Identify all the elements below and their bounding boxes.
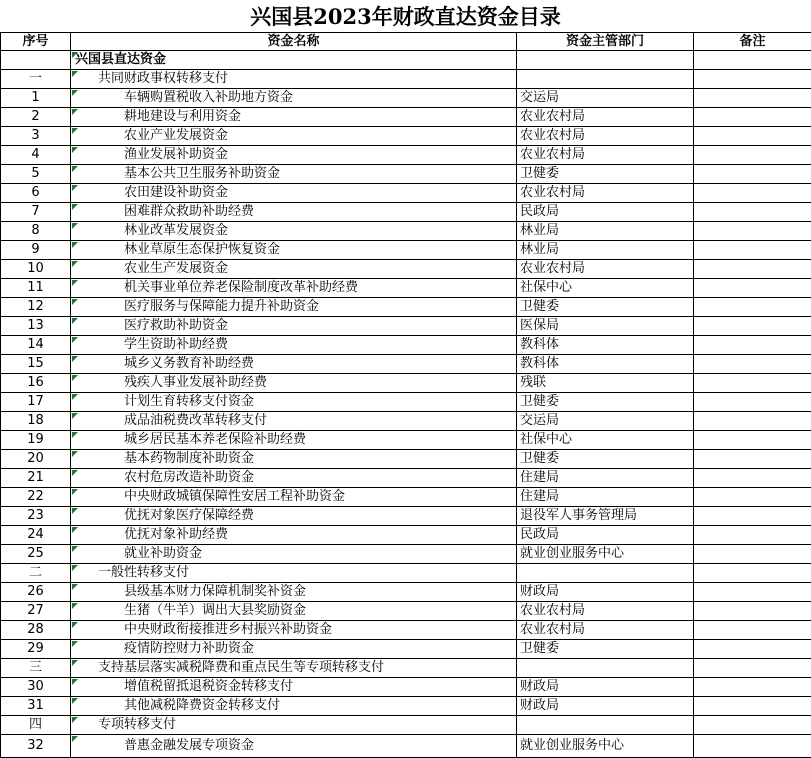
table-row <box>1 431 811 450</box>
cell-note[interactable] <box>694 298 811 317</box>
table-row <box>1 279 811 298</box>
cell-seq[interactable]: 19 <box>1 431 71 450</box>
cell-note[interactable] <box>694 488 811 507</box>
fund-name-text: 计划生育转移支付资金 <box>71 394 254 409</box>
table-row <box>1 260 811 279</box>
cell-dept[interactable] <box>517 564 694 583</box>
cell-dept[interactable]: 农业农村局 <box>517 602 694 621</box>
table-row <box>1 146 811 165</box>
fund-name-text: 城乡居民基本养老保险补助经费 <box>71 432 306 447</box>
cell-seq[interactable]: 13 <box>1 317 71 336</box>
cell-note[interactable] <box>694 317 811 336</box>
cell-dept[interactable]: 财政局 <box>517 583 694 602</box>
fund-name-text: 学生资助补助经费 <box>71 337 228 352</box>
fund-name-text: 城乡义务教育补助经费 <box>71 356 254 371</box>
cell-comment-marker-icon <box>72 451 78 457</box>
cell-dept[interactable]: 卫健委 <box>517 450 694 469</box>
cell-dept[interactable]: 农业农村局 <box>517 260 694 279</box>
cell-dept[interactable] <box>517 70 694 89</box>
cell-name[interactable] <box>71 450 517 469</box>
table-row <box>1 184 811 203</box>
cell-seq[interactable]: 25 <box>1 545 71 564</box>
cell-seq[interactable]: 一 <box>1 70 71 89</box>
cell-name[interactable] <box>71 583 517 602</box>
cell-dept[interactable]: 就业创业服务中心 <box>517 545 694 564</box>
table-row <box>1 450 811 469</box>
cell-name[interactable] <box>71 697 517 716</box>
cell-name[interactable] <box>71 241 517 260</box>
cell-seq[interactable]: 3 <box>1 127 71 146</box>
cell-comment-marker-icon <box>72 698 78 704</box>
fund-name-text: 医疗救助补助资金 <box>71 318 228 333</box>
cell-seq[interactable]: 7 <box>1 203 71 222</box>
fund-name-text: 兴国县直达资金 <box>71 52 166 67</box>
table-row <box>1 564 811 583</box>
table-row <box>1 355 811 374</box>
fund-name-text: 医疗服务与保障能力提升补助资金 <box>71 299 319 314</box>
cell-dept[interactable]: 住建局 <box>517 469 694 488</box>
cell-note[interactable] <box>694 450 811 469</box>
cell-name[interactable] <box>71 165 517 184</box>
cell-dept[interactable] <box>517 51 694 70</box>
table-row <box>1 545 811 564</box>
cell-seq[interactable]: 32 <box>1 735 71 758</box>
cell-comment-marker-icon <box>72 71 78 77</box>
cell-comment-marker-icon <box>72 717 78 723</box>
table-row <box>1 735 811 758</box>
cell-seq[interactable]: 26 <box>1 583 71 602</box>
fund-name-text: 普惠金融发展专项资金 <box>71 738 254 753</box>
fund-name-text: 其他减税降费资金转移支付 <box>71 698 280 713</box>
cell-name[interactable] <box>71 108 517 127</box>
cell-seq[interactable]: 三 <box>1 659 71 678</box>
table-row <box>1 222 811 241</box>
cell-note[interactable] <box>694 621 811 640</box>
cell-note[interactable] <box>694 70 811 89</box>
cell-note[interactable] <box>694 222 811 241</box>
cell-note[interactable] <box>694 260 811 279</box>
cell-seq[interactable]: 27 <box>1 602 71 621</box>
cell-note[interactable] <box>694 108 811 127</box>
cell-dept[interactable]: 卫健委 <box>517 165 694 184</box>
cell-comment-marker-icon <box>72 375 78 381</box>
cell-name[interactable] <box>71 488 517 507</box>
fund-name-text: 基本公共卫生服务补助资金 <box>71 166 280 181</box>
cell-seq[interactable]: 9 <box>1 241 71 260</box>
cell-note[interactable] <box>694 127 811 146</box>
cell-dept[interactable]: 交运局 <box>517 412 694 431</box>
cell-comment-marker-icon <box>72 90 78 96</box>
cell-comment-marker-icon <box>72 565 78 571</box>
cell-seq[interactable]: 二 <box>1 564 71 583</box>
cell-seq[interactable]: 20 <box>1 450 71 469</box>
cell-comment-marker-icon <box>72 356 78 362</box>
cell-comment-marker-icon <box>72 546 78 552</box>
cell-name[interactable] <box>71 564 517 583</box>
cell-dept[interactable]: 医保局 <box>517 317 694 336</box>
fund-name-text: 车辆购置税收入补助地方资金 <box>71 90 293 105</box>
cell-comment-marker-icon <box>72 603 78 609</box>
cell-dept[interactable]: 财政局 <box>517 697 694 716</box>
cell-name[interactable] <box>71 203 517 222</box>
cell-seq[interactable]: 6 <box>1 184 71 203</box>
cell-seq[interactable]: 21 <box>1 469 71 488</box>
table-row <box>1 621 811 640</box>
cell-dept[interactable]: 社保中心 <box>517 279 694 298</box>
fund-name-text: 农村危房改造补助资金 <box>71 470 254 485</box>
table-row <box>1 393 811 412</box>
table-row <box>1 374 811 393</box>
table-row <box>1 469 811 488</box>
cell-comment-marker-icon <box>72 204 78 210</box>
cell-note[interactable] <box>694 374 811 393</box>
fund-name-text: 疫情防控财力补助资金 <box>71 641 254 656</box>
cell-comment-marker-icon <box>72 394 78 400</box>
table-row <box>1 108 811 127</box>
cell-comment-marker-icon <box>72 622 78 628</box>
header-note[interactable]: 备注 <box>694 33 811 51</box>
fund-name-text: 县级基本财力保障机制奖补资金 <box>71 584 306 599</box>
cell-note[interactable] <box>694 241 811 260</box>
cell-seq[interactable]: 5 <box>1 165 71 184</box>
table-row <box>1 602 811 621</box>
cell-seq[interactable]: 1 <box>1 89 71 108</box>
cell-comment-marker-icon <box>72 223 78 229</box>
cell-name[interactable] <box>71 469 517 488</box>
cell-dept[interactable]: 林业局 <box>517 241 694 260</box>
fund-name-text: 一般性转移支付 <box>71 565 189 580</box>
cell-name[interactable] <box>71 260 517 279</box>
cell-dept[interactable]: 农业农村局 <box>517 621 694 640</box>
fund-name-text: 优抚对象医疗保障经费 <box>71 508 254 523</box>
cell-note[interactable] <box>694 526 811 545</box>
cell-seq[interactable]: 22 <box>1 488 71 507</box>
cell-dept[interactable]: 林业局 <box>517 222 694 241</box>
cell-seq[interactable] <box>1 51 71 70</box>
cell-note[interactable] <box>694 469 811 488</box>
table-row <box>1 507 811 526</box>
fund-name-text: 专项转移支付 <box>71 717 176 732</box>
cell-seq[interactable]: 12 <box>1 298 71 317</box>
cell-dept[interactable]: 教科体 <box>517 336 694 355</box>
cell-name[interactable] <box>71 146 517 165</box>
cell-note[interactable] <box>694 640 811 659</box>
table-row <box>1 51 811 70</box>
cell-seq[interactable]: 16 <box>1 374 71 393</box>
cell-dept[interactable]: 教科体 <box>517 355 694 374</box>
cell-dept[interactable]: 卫健委 <box>517 640 694 659</box>
cell-note[interactable] <box>694 393 811 412</box>
cell-dept[interactable]: 农业农村局 <box>517 146 694 165</box>
table-row <box>1 678 811 697</box>
cell-dept[interactable]: 就业创业服务中心 <box>517 735 694 758</box>
table-row <box>1 716 811 735</box>
cell-comment-marker-icon <box>72 527 78 533</box>
cell-note[interactable] <box>694 507 811 526</box>
cell-note[interactable] <box>694 51 811 70</box>
table-row <box>1 488 811 507</box>
cell-note[interactable] <box>694 545 811 564</box>
cell-seq[interactable]: 24 <box>1 526 71 545</box>
cell-name[interactable] <box>71 89 517 108</box>
cell-dept[interactable]: 卫健委 <box>517 393 694 412</box>
cell-comment-marker-icon <box>72 166 78 172</box>
cell-name[interactable] <box>71 545 517 564</box>
page-title: 兴国县2023年财政直达资金目录 <box>0 0 811 32</box>
table-row <box>1 70 811 89</box>
cell-seq[interactable]: 10 <box>1 260 71 279</box>
cell-name[interactable] <box>71 298 517 317</box>
cell-comment-marker-icon <box>72 109 78 115</box>
cell-name[interactable] <box>71 317 517 336</box>
cell-seq[interactable]: 31 <box>1 697 71 716</box>
table-row <box>1 526 811 545</box>
fund-name-text: 中央财政衔接推进乡村振兴补助资金 <box>71 622 332 637</box>
cell-name[interactable] <box>71 602 517 621</box>
cell-dept[interactable]: 社保中心 <box>517 431 694 450</box>
cell-note[interactable] <box>694 146 811 165</box>
cell-seq[interactable]: 30 <box>1 678 71 697</box>
cell-comment-marker-icon <box>72 413 78 419</box>
cell-note[interactable] <box>694 412 811 431</box>
fund-name-text: 困难群众救助补助经费 <box>71 204 254 219</box>
cell-name[interactable] <box>71 640 517 659</box>
cell-name[interactable] <box>71 659 517 678</box>
cell-note[interactable] <box>694 431 811 450</box>
cell-comment-marker-icon <box>72 508 78 514</box>
cell-dept[interactable]: 农业农村局 <box>517 184 694 203</box>
cell-note[interactable] <box>694 279 811 298</box>
header-dept[interactable]: 资金主管部门 <box>517 33 694 51</box>
cell-comment-marker-icon <box>72 147 78 153</box>
cell-note[interactable] <box>694 165 811 184</box>
cell-name[interactable] <box>71 184 517 203</box>
cell-name[interactable] <box>71 526 517 545</box>
table-row <box>1 203 811 222</box>
cell-seq[interactable]: 28 <box>1 621 71 640</box>
cell-dept[interactable]: 农业农村局 <box>517 108 694 127</box>
cell-name[interactable] <box>71 70 517 89</box>
cell-name[interactable] <box>71 279 517 298</box>
cell-comment-marker-icon <box>72 584 78 590</box>
cell-seq[interactable]: 15 <box>1 355 71 374</box>
cell-note[interactable] <box>694 336 811 355</box>
cell-seq[interactable]: 23 <box>1 507 71 526</box>
cell-comment-marker-icon <box>72 299 78 305</box>
fund-name-text: 渔业发展补助资金 <box>71 147 228 162</box>
fund-name-text: 林业改革发展资金 <box>71 223 228 238</box>
cell-seq[interactable]: 17 <box>1 393 71 412</box>
cell-note[interactable] <box>694 678 811 697</box>
cell-comment-marker-icon <box>72 432 78 438</box>
fund-name-text: 农田建设补助资金 <box>71 185 228 200</box>
fund-name-text: 农业生产发展资金 <box>71 261 228 276</box>
cell-seq[interactable]: 29 <box>1 640 71 659</box>
cell-name[interactable] <box>71 431 517 450</box>
cell-note[interactable] <box>694 697 811 716</box>
cell-name[interactable] <box>71 621 517 640</box>
cell-name[interactable] <box>71 355 517 374</box>
cell-name[interactable] <box>71 735 517 758</box>
fund-name-text: 基本药物制度补助资金 <box>71 451 254 466</box>
cell-seq[interactable]: 11 <box>1 279 71 298</box>
cell-note[interactable] <box>694 89 811 108</box>
header-seq[interactable]: 序号 <box>1 33 71 51</box>
fund-name-text: 耕地建设与利用资金 <box>71 109 241 124</box>
cell-seq[interactable]: 4 <box>1 146 71 165</box>
cell-comment-marker-icon <box>72 489 78 495</box>
cell-dept[interactable] <box>517 659 694 678</box>
cell-name[interactable] <box>71 336 517 355</box>
cell-seq[interactable]: 18 <box>1 412 71 431</box>
table-row <box>1 317 811 336</box>
cell-comment-marker-icon <box>72 736 78 742</box>
header-name[interactable]: 资金名称 <box>71 33 517 51</box>
cell-dept[interactable]: 交运局 <box>517 89 694 108</box>
cell-note[interactable] <box>694 203 811 222</box>
cell-name[interactable] <box>71 678 517 697</box>
cell-comment-marker-icon <box>72 660 78 666</box>
cell-dept[interactable]: 残联 <box>517 374 694 393</box>
cell-seq[interactable]: 8 <box>1 222 71 241</box>
fund-name-text: 就业补助资金 <box>71 546 202 561</box>
cell-comment-marker-icon <box>72 280 78 286</box>
header-row <box>1 33 811 51</box>
cell-name[interactable] <box>71 222 517 241</box>
cell-note[interactable] <box>694 735 811 758</box>
table-row <box>1 336 811 355</box>
fund-name-text: 优抚对象补助经费 <box>71 527 228 542</box>
cell-comment-marker-icon <box>72 337 78 343</box>
cell-seq[interactable]: 2 <box>1 108 71 127</box>
cell-dept[interactable]: 民政局 <box>517 526 694 545</box>
table-body <box>1 51 811 758</box>
fund-name-text: 增值税留抵退税资金转移支付 <box>71 679 293 694</box>
table-row <box>1 89 811 108</box>
cell-comment-marker-icon <box>72 242 78 248</box>
fund-name-text: 共同财政事权转移支付 <box>71 71 228 86</box>
table-row <box>1 583 811 602</box>
cell-note[interactable] <box>694 716 811 735</box>
cell-name[interactable] <box>71 51 517 70</box>
cell-dept[interactable]: 财政局 <box>517 678 694 697</box>
cell-comment-marker-icon <box>72 641 78 647</box>
cell-dept[interactable]: 退役军人事务管理局 <box>517 507 694 526</box>
fund-name-text: 残疾人事业发展补助经费 <box>71 375 267 390</box>
cell-name[interactable] <box>71 716 517 735</box>
fund-name-text: 林业草原生态保护恢复资金 <box>71 242 280 257</box>
cell-note[interactable] <box>694 184 811 203</box>
cell-dept[interactable]: 民政局 <box>517 203 694 222</box>
cell-comment-marker-icon <box>72 261 78 267</box>
cell-seq[interactable]: 四 <box>1 716 71 735</box>
cell-dept[interactable]: 住建局 <box>517 488 694 507</box>
cell-note[interactable] <box>694 564 811 583</box>
cell-comment-marker-icon <box>72 128 78 134</box>
cell-comment-marker-icon <box>72 679 78 685</box>
cell-name[interactable] <box>71 507 517 526</box>
cell-dept[interactable]: 农业农村局 <box>517 127 694 146</box>
fund-table <box>0 32 811 758</box>
table-row <box>1 659 811 678</box>
fund-name-text: 生猪（牛羊）调出大县奖励资金 <box>71 603 306 618</box>
table-row <box>1 412 811 431</box>
cell-dept[interactable]: 卫健委 <box>517 298 694 317</box>
fund-name-text: 农业产业发展资金 <box>71 128 228 143</box>
cell-dept[interactable] <box>517 716 694 735</box>
cell-comment-marker-icon <box>72 470 78 476</box>
cell-name[interactable] <box>71 412 517 431</box>
table-row <box>1 697 811 716</box>
table-row <box>1 298 811 317</box>
cell-comment-marker-icon <box>72 52 78 58</box>
table-row <box>1 241 811 260</box>
fund-name-text: 中央财政城镇保障性安居工程补助资金 <box>71 489 345 504</box>
fund-name-text: 成品油税费改革转移支付 <box>71 413 267 428</box>
cell-note[interactable] <box>694 659 811 678</box>
fund-name-text: 机关事业单位养老保险制度改革补助经费 <box>71 280 358 295</box>
cell-comment-marker-icon <box>72 318 78 324</box>
cell-note[interactable] <box>694 602 811 621</box>
cell-seq[interactable]: 14 <box>1 336 71 355</box>
table-row <box>1 127 811 146</box>
fund-name-text: 支持基层落实减税降费和重点民生等专项转移支付 <box>71 660 384 675</box>
cell-note[interactable] <box>694 355 811 374</box>
table-row <box>1 165 811 184</box>
cell-name[interactable] <box>71 393 517 412</box>
cell-comment-marker-icon <box>72 185 78 191</box>
cell-name[interactable] <box>71 374 517 393</box>
cell-name[interactable] <box>71 127 517 146</box>
cell-note[interactable] <box>694 583 811 602</box>
table-row <box>1 640 811 659</box>
